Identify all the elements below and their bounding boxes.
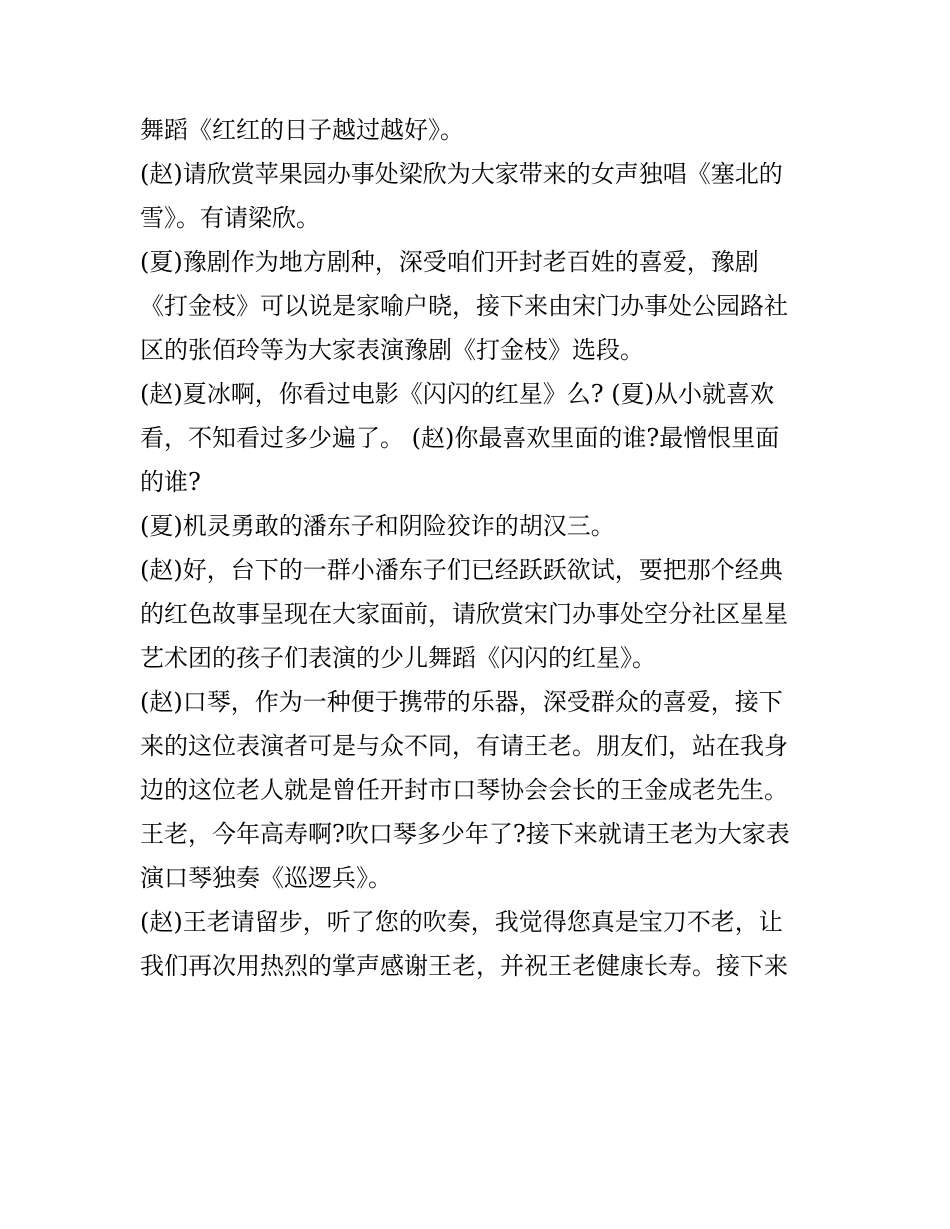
- text-line-16: 边的这位老人就是曾任开封市口琴协会会长的王金成老先生。: [140, 776, 788, 804]
- text-line-2: (赵)请欣赏苹果园办事处梁欣为大家带来的女声独唱《塞北的: [140, 160, 783, 188]
- text-line-19: (赵)王老请留步，听了您的吹奏，我觉得您真是宝刀不老，让: [140, 908, 783, 936]
- text-line-18: 演口琴独奏《巡逻兵》。: [140, 864, 392, 892]
- text-line-9: 的谁?: [140, 468, 201, 496]
- text-line-15: 来的这位表演者可是与众不同，有请王老。朋友们，站在我身: [140, 732, 788, 760]
- text-line-17: 王老，今年高寿啊?吹口琴多少年了?接下来就请王老为大家表: [140, 820, 790, 848]
- text-line-10: (夏)机灵勇敢的潘东子和阴险狡诈的胡汉三。: [140, 512, 615, 540]
- text-line-12: 的红色故事呈现在大家面前，请欣赏宋门办事处空分社区星星: [140, 600, 788, 628]
- document-body: [140, 108, 820, 988]
- text-line-1: 舞蹈《红红的日子越过越好》。: [140, 116, 464, 144]
- text-line-14: (赵)口琴，作为一种便于携带的乐器，深受群众的喜爱，接下: [140, 688, 783, 716]
- text-line-20: 我们再次用热烈的掌声感谢王老，并祝王老健康长寿。接下来: [140, 952, 788, 980]
- text-line-4: (夏)豫剧作为地方剧种，深受咱们开封老百姓的喜爱，豫剧: [140, 248, 759, 276]
- text-line-11: (赵)好，台下的一群小潘东子们已经跃跃欲试，要把那个经典: [140, 556, 783, 584]
- text-line-6: 区的张佰玲等为大家表演豫剧《打金枝》选段。: [140, 336, 644, 364]
- text-line-7: (赵)夏冰啊，你看过电影《闪闪的红星》么? (夏)从小就喜欢: [140, 380, 774, 408]
- text-line-13: 艺术团的孩子们表演的少儿舞蹈《闪闪的红星》。: [140, 644, 656, 672]
- text-line-5: 《打金枝》可以说是家喻户晓，接下来由宋门办事处公园路社: [140, 292, 788, 320]
- text-line-8: 看，不知看过多少遍了。 (赵)你最喜欢里面的谁?最憎恨里面: [140, 424, 780, 452]
- text-line-3: 雪》。有请梁欣。: [140, 204, 320, 232]
